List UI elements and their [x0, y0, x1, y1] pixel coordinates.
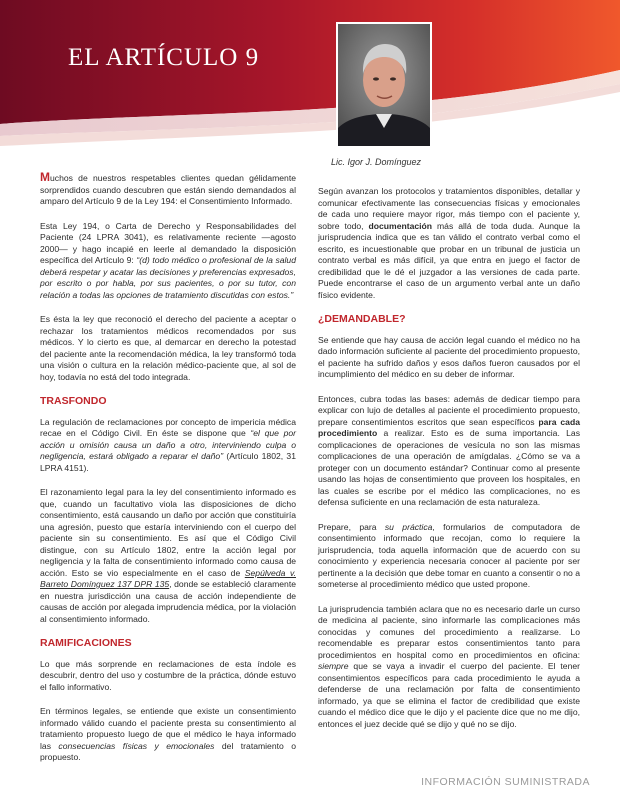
reasoning-text: El razonamiento legal para la ley del consentimiento informado es que, cuando un facultativo viola las disposiciones de dicho consentimiento, está causando un daño por acción que constituiría una agresión, puesto que estaría interviniendo con el cuerpo del paciente sin su consentimiento. Es así que el Código Civil distingue, con su Artículo 1802, entre la acción legal por negligencia y la falta de consentimiento informado como causa de acción. Esto se vio especialmente en el caso de	[40, 487, 296, 578]
article-quote: “(d) todo médico o profesional de la salud deberá respetar y acatar las decisiones y preferencias expresados, por escrito o por habla, por sus pacientes, o por su tutor, con relación a todas las opciones de tratamiento discutidas con estos.”	[40, 255, 296, 300]
cause-of-action-paragraph: Se entiende que hay causa de acción legal cuando el médico no ha dado información suficiente al paciente del procedimiento propuesto, el paciente ha sufrido daños y esos daños fueron causados por el incumplimiento del médico en su deber de informar.	[318, 334, 580, 379]
forms-text: Prepare, para	[318, 521, 385, 532]
right-column	[318, 186, 580, 743]
law-paragraph	[40, 221, 296, 302]
intro-text: uchos de nuestros respetables clientes quedan gélidamente sorprendidos cuando descubren que están siendo demandados al amparo del Artículo 9 de la Ley 194: el Consentimiento Informado.	[40, 173, 296, 206]
forms-text-end: , formularios de computadora de consentimiento informado que recojan, como lo requiere la jurisprudencia, toda aquella información que de acuerdo con su conocimiento y experiencia necesaria conocer al paciente por ser pertinente a la decisión que debe tomar en cuanto a consentir o no a someterse al procedimiento médico que usted propone.	[318, 521, 580, 589]
protocols-text: Según avanzan los protocolos y tratamientos disponibles, detallar y comunicar efectivamente las consecuencias físicas y emocionales de cada uno requiere mayor rigor, más tiempo con el paciente y, sobre todo,	[318, 186, 580, 231]
header-wave-graphic	[0, 0, 620, 150]
forms-paragraph	[318, 522, 580, 591]
law-text: Esta Ley 194, o Carta de Derecho y Responsabilidades del Paciente (24 LPRA 3041), es relativamente reciente —agosto 2000— y hago incapié en leerle al demandado la disposición específica del Artículo 9:	[40, 220, 296, 265]
civil-code-text: La regulación de reclamaciones por concepto de impericia médica recae en el Código Civil. En éste se dispone que	[40, 416, 296, 438]
heading-ramificaciones: RAMIFICACIONES	[40, 637, 132, 649]
rights-paragraph: Es ésta la ley que reconoció el derecho del paciente a aceptar o rechazar los tratamientos médicos recomendados por sus médicos. Y lo cierto es que, al demarcar en derecho la potestad del paciente ante la recomendación médica, la ley transformó toda una visión o cultura en la relación médico-paciente que, al sol de hoy, todavía no está del todo integrada.	[40, 314, 296, 382]
civil-code-citation: (Artículo 1802, 31 LPRA 4151).	[40, 451, 296, 473]
intro-paragraph	[40, 172, 296, 208]
valid-consent-text: En términos legales, se entiende que existe un consentimiento informado válido cuando el paciente presta su consentimiento al tratamiento propuesto luego de que el médico le haya informado las	[40, 706, 296, 751]
valid-consent-paragraph	[40, 706, 296, 764]
practice-emphasis: su práctica	[384, 521, 433, 532]
civil-code-paragraph	[40, 417, 296, 475]
heading-demandable: ¿DEMANDABLE?	[318, 313, 406, 325]
case-citation: Sepúlveda v. Barreto Domínguez 137 DPR 135	[40, 567, 296, 589]
jurisprudence-text: La jurisprudencia también aclara que no es necesario darle un curso de medicina al paciente, sino informarle las complicaciones más conocidas y comunes del procedimiento a realizarse. Lo recomendable es preparar estos consentimientos tanto para procedimientos en hospital como en procedimientos en oficina:	[318, 603, 580, 660]
valid-consent-text-end: del tratamiento o propuesto.	[40, 740, 296, 762]
footer-label: INFORMACIÓN SUMINISTRADA	[421, 776, 590, 788]
cover-bases-paragraph	[318, 394, 580, 509]
cover-bases-text: Entonces, cubra todas las bases: además de dedicar tiempo para explicar con lujo de detalles al paciente el procedimiento propuesto, prepare consentimientos escritos que sean específicos	[318, 393, 580, 427]
header-banner	[0, 0, 620, 150]
photo-caption: Lic. Igor J. Domínguez	[331, 157, 422, 167]
jurisprudence-paragraph	[318, 604, 580, 731]
surprise-paragraph: Lo que más sorprende en reclamaciones de esta índole es descubrir, dentro del uso y costumbre de la práctica, dónde estuvo el fallo informativo.	[40, 658, 296, 692]
documentation-emphasis: documentación	[368, 220, 433, 231]
author-portrait	[336, 22, 432, 148]
drop-cap: M	[40, 170, 50, 184]
legal-reasoning-paragraph	[40, 487, 296, 625]
always-emphasis: siempre	[318, 661, 349, 671]
consequences-emphasis: consecuencias físicas y emocionales	[58, 740, 215, 751]
reasoning-text-end: , donde se estableció claramente en nuestra jurisdicción una causa de acción independiente de causas de acción por alegada imprudencia médica, por la violación al consentimiento informado.	[40, 579, 296, 624]
protocols-paragraph	[318, 186, 580, 301]
protocols-text-end: más allá de toda duda. Aunque la jurisprudencia indica que es tan válido el contrato verbal como el escrito, es incuestionable que probar en un tribunal de justicia un contrato verbal es más difícil, ya que entra en juego el factor de credibilidad que le dé el juzgador a las versiones de cada parte. Puede encontrarse el caso de un argumento verbal ante un daño físico evidente.	[318, 220, 580, 300]
cover-bases-text-end: a realizar. Esto es de suma importancia. Las complicaciones de operaciones de vesícula no son las mismas complicaciones de una operación de amígdalas. ¿Cómo se va a proteger con un documento estándar? Continuar como al presente usando las hojas de consentimiento que proveen los hospitales, en las cuales se escribe por el médico las complicaciones, no es defensa suficiente en una reclamación de esta naturaleza.	[318, 428, 580, 507]
civil-code-quote: “el que por acción u omisión causa un daño a otro, interviniendo culpa o negligencia, estará obligado a reparar el daño”	[40, 428, 297, 461]
page-title: EL ARTÍCULO 9	[68, 44, 260, 71]
heading-trasfondo: TRASFONDO	[40, 395, 107, 407]
jurisprudence-text-end: que se vaya a invadir el cuerpo del paciente. El tener consentimientos específicos para cada procedimiento le ayuda a defenderse de una reclamación por falta de consentimiento informado, ya que se elimina el factor de credibilidad que existe cuando el médico dice que le dijo y el paciente dice que no me dijo, entonces el juez decide qué se dijo y qué no se dijo.	[318, 661, 580, 729]
left-column	[40, 172, 296, 777]
each-procedure-emphasis: para cada procedimiento	[318, 416, 580, 438]
